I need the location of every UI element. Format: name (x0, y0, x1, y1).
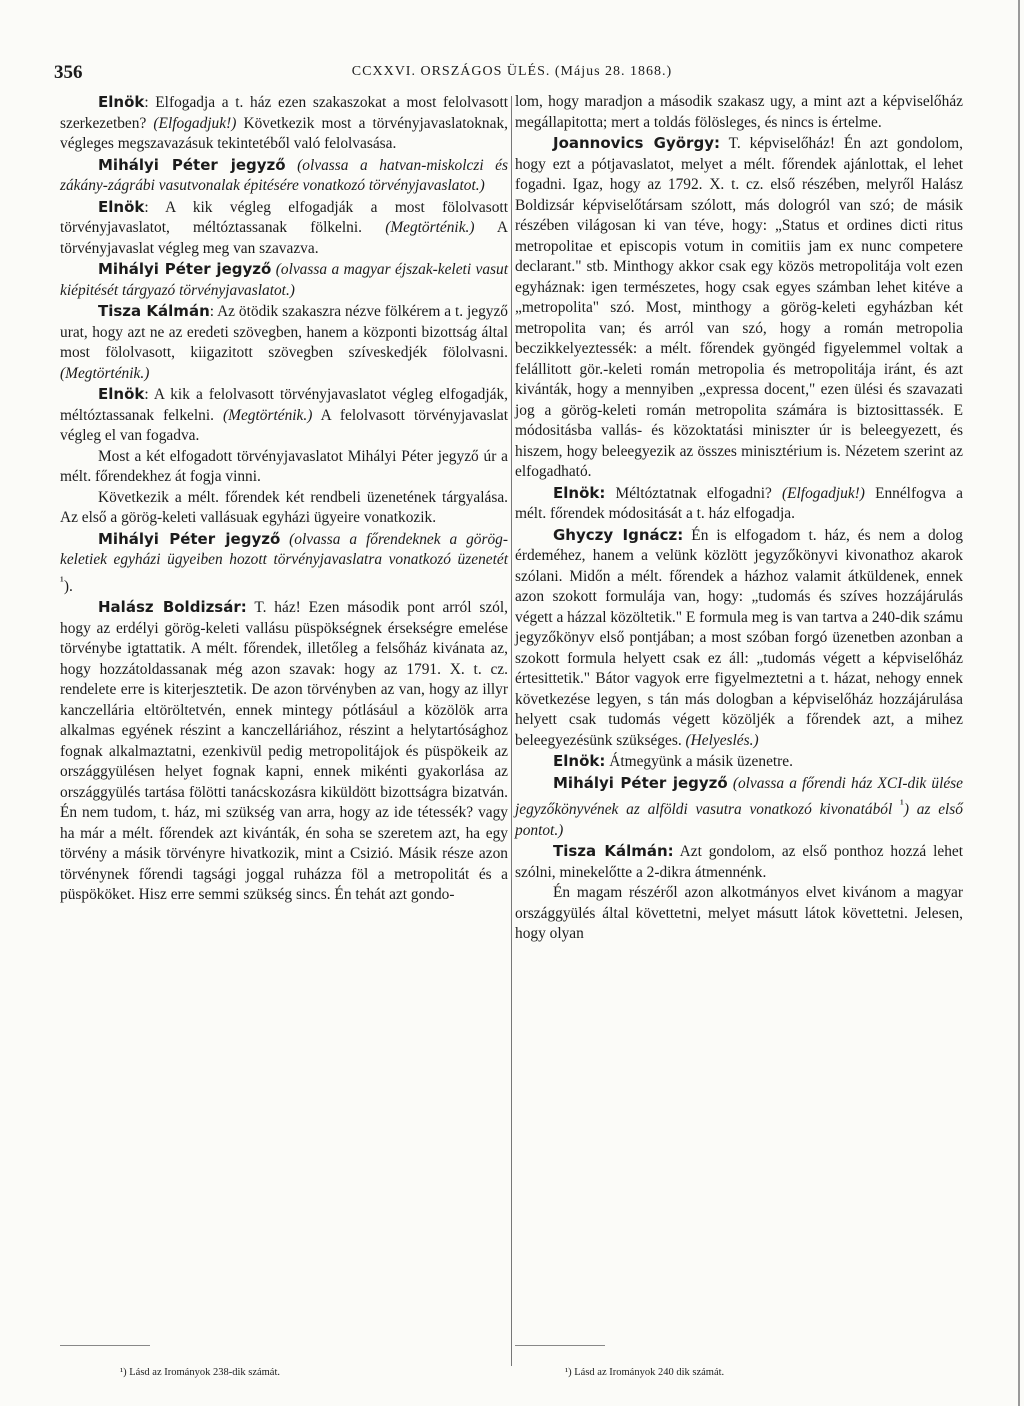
italic-remark: (Megtörténik.) (385, 219, 475, 236)
speaker-name: Elnök (98, 197, 145, 216)
paragraph-text: Azt gondolom, az első ponthoz hozzá lehet szólni, minekelőtte a 2-dikra átmennénk. (515, 843, 963, 881)
paragraph (515, 883, 963, 945)
italic-remark: (olvassa a főrendeknek a görög-keletiek egyházi ügyeiben hozott törvényjavaslatra vonatkozó üzenetét (60, 530, 508, 568)
footnote-right: ¹) Lásd az Irományok 240 dik számát. (565, 1367, 725, 1378)
paragraph-text: Következik most a törvényjavaslatoknak, végleges megszavazásuk tekintetéből való felolvasása. (60, 114, 508, 152)
italic-remark: (Helyeslés.) (685, 731, 759, 749)
paragraph (515, 133, 963, 483)
speaker-name: Elnök: (553, 752, 606, 770)
paragraph-text: : A kik a felolvasott törvényjavaslatot végleg elfogadják, méltóztassanak felkelni. (60, 386, 508, 424)
speaker-name: Elnök (98, 385, 145, 403)
speaker-name: Tisza Kálmán (98, 302, 210, 320)
paragraph-text: T. ház! Ezen második pont arról szól, hogy az erdélyi görög-keleti vallásu püspökségnek érsekségre emelése törvénybe igtattatik. A mélt. főrendek, illetőleg a felsőház kivánata az, hogy hozzátoldassanak még azon szavak: hogy az 1791. X. t. cz. rendelete erre is kiterjesztetik. De azon törvényben az van, hogy az illyr kanczellária eltöröltetvén, ennek mintegy pótlásául a közölök arra alkalmas egyének részint a kanczelláriához, részint a helytartósághoz fognak alkalmaztatni, ezenkivül pedig metropolitájok és püspökeik az országgyülésen helyet fognak kapni, ennek mikénti gyakorlása az országgyülés tartása fölötti tanácskozásra kiküldött bizottságra bizatván. Én nem tudom, t. ház, mi szükség van arra, hogy az ide tétessék? vagy ha már a mélt. főrendek azt kivánták, én soha se szeretem azt, ha egy törvény a másik törvényre hivatkozik, mint a Csizió. Másik része azon törvénynek főrendi tagsági joggal ruházza föl a metropolitát és a püspököket. Hisz erre semmi szükség sincs. Én tehát azt gondo- (60, 599, 508, 904)
paragraph (515, 751, 963, 773)
speaker-name: Tisza Kálmán: (553, 842, 674, 861)
paragraph-text: Méltóztatnak elfogadni? (605, 484, 782, 502)
page-edge (1018, 0, 1020, 1406)
paragraph (60, 259, 508, 301)
italic-remark: (olvassa a főrendi ház XCI-dik ülése jegyzőkönyvének az alföldi vasutra vonatkozó kivonatából (515, 774, 963, 819)
speaker-name: Halász Boldizsár: (98, 598, 247, 617)
speaker-name: Joannovics György: (553, 134, 720, 152)
paragraph (515, 773, 963, 842)
speaker-name: Mihályi Péter jegyző (98, 155, 286, 174)
italic-remark: (olvassa a magyar éjszak-keleti vasut kiépitését tárgyazó törvényjavaslatot.) (60, 261, 509, 299)
paragraph (60, 597, 508, 906)
paragraph (60, 384, 508, 447)
paragraph-text: Következik a mélt. főrendek két rendbeli üzenetének tárgyalása. Az első a görög-keleti vallásuak egyházi ügyeire vonatkozik. (60, 488, 508, 526)
paragraph-text: Átmegyünk a másik üzenetre. (605, 753, 793, 770)
paragraph-text: lom, hogy maradjon a második szakasz ugy, a mint azt a képviselőház megállapitotta; mert a toldás fölösleges, és nincs is értelme. (515, 93, 963, 131)
footnote-mark: ¹ (60, 573, 64, 588)
paragraph (60, 92, 508, 155)
paragraph (515, 841, 963, 883)
paragraph-text: T. képviselőház! Én azt gondolom, hogy ezt a pótjavaslatot, melyet a mélt. főrendek ajánlottak, el lehet fogadni. Igaz, hogy az 1792. X. t. cz. első részében, melyről Halász Boldizsár képviselőtársam szólott, más dologról van szó; de másik részében világosan ki van téve, hogy: „Status et ordines dicti ritus metropolitae et episcopis votum in comitiis jam ex nunc competere declarant." stb. Minthogy akkor csak egy közös metropolitája volt ezen egyháznak: igen természetes, hogy csak egyes számban lehet kitéve a „metropolita" szó. Most, minthogy a görög-keleti egyházban két metropolita van; és arról van szó, hogy a román metropolia beczikkelyeztessék: a mélt. főrendek gyöngéd figyelemmel voltak a felállitott gör.-keleti román metropolia és metropolitája iránt, és azt kivánták, hogy a mennyiben „expressa docent," ezen ülési és szavazati jog a görög-keleti román metropolita számára is biztosittassék. E módositásba vallás- és közoktatási miniszter úr is beleegyezett, és hiszem, hogy beleegyezik az összes minisztérium is. Nézetem szerint az elfogadható. (515, 135, 963, 480)
paragraph (515, 525, 963, 752)
speaker-name: Elnök (98, 93, 145, 111)
footnote-left: ¹) Lásd az Irományok 238-dik számát. (120, 1367, 281, 1378)
paragraph (515, 92, 963, 133)
page-number: 356 (54, 62, 83, 83)
paragraph-text: Én is elfogadom t. ház, és nem a dolog érdeméhez, hanem a velünk közlött jegyzőkönyvi kivonathoz akarok szólani. Midőn a mélt. főrendek a házhoz valamit átküldenek, ennek azon szokott formulája van, hogy: „tudomás és szíves hozzájárulás végett a házzal közöltetik." E formula meg is van tartva a 240-dik számu jegyzőkönyv első pontjában; a most szóban forgó üzenetben azonban a szokott formula helyett csak ez áll: „tudomás végett a képviselőház értesittetik." Bátor vagyok erre figyelmeztetni a t. házat, nehogy ennek következése legyen, s tán más dologban a képviselőház hozzájárulása helyett csak tudomás végett közöljék a főrendek azt, a mihez beleegyezésünk szükséges. (515, 526, 964, 749)
paragraph-text: : Az ötödik szakaszra nézve fölkérem a t. jegyző urat, hogy azt ne az eredeti szövegben, hanem a központi bizottság által most fölolvasott, kiigazitott szövegben szíveskedjék fölolvasni. (60, 303, 508, 361)
paragraph-text: : A kik végleg elfogadják a most fölolvasott törvényjavaslatot, méltóztassanak fölkelni. (60, 198, 508, 236)
paragraph (60, 488, 508, 529)
paragraph (60, 197, 508, 260)
paragraph-text: Ennélfogva a mélt. főrendek módositását a t. ház elfogadja. (515, 484, 963, 522)
paragraph (515, 483, 963, 525)
speaker-name: Mihályi Péter jegyző (98, 260, 272, 278)
footnote-rule (515, 1345, 605, 1346)
paragraph-text: A törvényjavaslat végleg meg van szavazva. (60, 219, 508, 257)
footnote-rule (60, 1345, 150, 1346)
italic-remark: ) az első pontot.) (515, 801, 963, 839)
paragraph-text: : Elfogadja a t. ház ezen szakaszokat a most felolvasott szerkezetben? (60, 94, 508, 132)
speaker-name: Elnök: (553, 483, 606, 502)
running-head: CCXXVI. ORSZÁGOS ÜLÉS. (Május 28. 1868.) (351, 64, 673, 79)
paragraph (60, 447, 508, 488)
italic-remark: (Elfogadjuk!) (781, 484, 865, 502)
column-divider (511, 96, 512, 1366)
paragraph (60, 155, 508, 197)
speaker-name: Mihályi Péter jegyző (98, 529, 281, 548)
paragraph (60, 301, 508, 384)
paragraph (60, 529, 508, 598)
speaker-name: Ghyczy Ignácz: (553, 525, 684, 544)
paragraph-text: Én magam részéről azon alkotmányos elvet kivánom a magyar országgyülés által követtetni, melyet másutt látok követtetni. Jelesen, hogy olyan (515, 884, 963, 943)
italic-remark: (Megtörténik.) (223, 406, 313, 424)
paragraph-text: ). (63, 577, 73, 595)
speaker-name: Mihályi Péter jegyző (553, 773, 728, 792)
italic-remark: (olvassa a hatvan-miskolczi és zákány-zágrábi vasutvonalak épitésére vonatkozó törvényjavaslatot.) (60, 156, 508, 194)
paragraph-text: Most a két elfogadott törvényjavaslatot Mihályi Péter jegyző úr a mélt. főrendekhez át fogja vinni. (60, 447, 508, 485)
italic-remark: (Elfogadjuk!) (153, 114, 237, 132)
italic-remark: (Megtörténik.) (60, 364, 150, 382)
footnote-mark: ¹ (900, 797, 904, 811)
left-column (60, 92, 508, 1252)
paragraph-text: A felolvasott törvényjavaslat végleg el van fogadva. (60, 406, 508, 444)
right-column (515, 92, 963, 1252)
